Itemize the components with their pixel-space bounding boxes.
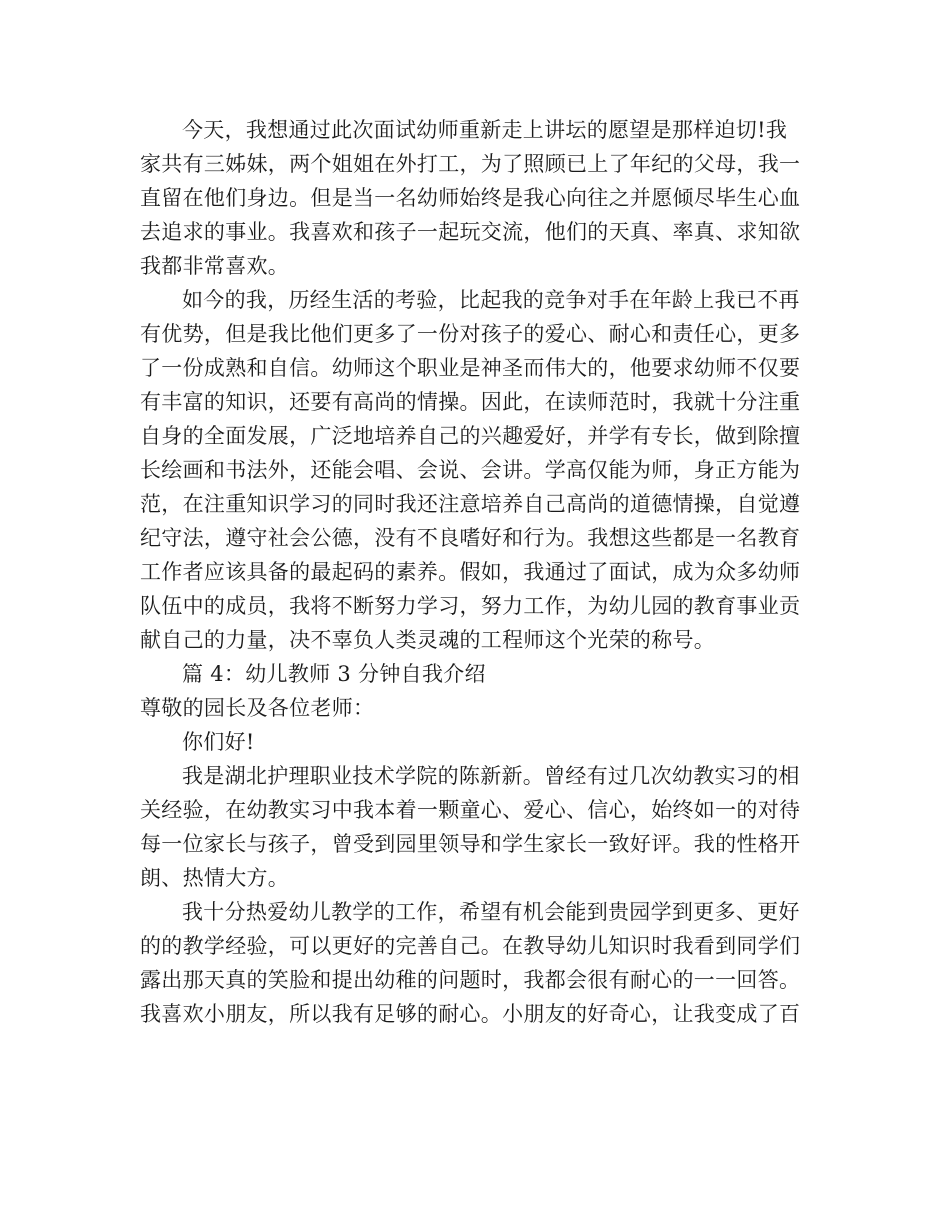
text-line: 家共有三姊妹，两个姐姐在外打工，为了照顾已上了年纪的父母，我一 [140, 152, 801, 176]
section-heading [140, 657, 815, 691]
text-line: 纪守法，遵守社会公德，没有不良嗜好和行为。我想这些都是一名教育 [140, 526, 801, 550]
text-line: 工作者应该具备的最起码的素养。假如，我通过了面试，成为众多幼师 [140, 560, 801, 584]
salutation [140, 691, 815, 725]
text-line: 长绘画和书法外，还能会唱、会说、会讲。学高仅能为师，身正方能为 [140, 458, 801, 482]
section-title: 篇 4：幼儿教师 3 分钟自我介绍 [182, 662, 486, 686]
salutation-line: 尊敬的园长及各位老师： [140, 696, 375, 720]
paragraph-1 [140, 113, 815, 283]
text-line: 我是湖北护理职业技术学院的陈新新。曾经有过几次幼教实习的相 [182, 764, 800, 788]
text-line: 直留在他们身边。但是当一名幼师始终是我心向往之并愿倾尽毕生心血 [140, 186, 801, 210]
text-line: 献自己的力量，决不辜负人类灵魂的工程师这个光荣的称号。 [140, 628, 716, 652]
text-line: 我喜欢小朋友，所以我有足够的耐心。小朋友的好奇心，让我变成了百 [140, 1002, 801, 1026]
document-page [140, 113, 815, 1031]
text-line: 露出那天真的笑脸和提出幼稚的问题时，我都会很有耐心的一一回答。 [140, 968, 801, 992]
text-line: 朗、热情大方。 [140, 866, 290, 890]
text-line: 自身的全面发展，广泛地培养自己的兴趣爱好，并学有专长，做到除擅 [140, 424, 801, 448]
text-line: 有优势，但是我比他们更多了一份对孩子的爱心、耐心和责任心，更多 [140, 322, 801, 346]
paragraph-4 [140, 895, 815, 1031]
text-line: 如今的我，历经生活的考验，比起我的竞争对手在年龄上我已不再 [182, 288, 800, 312]
text-line: 我十分热爱幼儿教学的工作，希望有机会能到贵园学到更多、更好 [182, 900, 800, 924]
text-line: 关经验，在幼教实习中我本着一颗童心、爱心、信心，始终如一的对待 [140, 798, 801, 822]
text-line: 去追求的事业。我喜欢和孩子一起玩交流，他们的天真、率真、求知欲 [140, 220, 801, 244]
text-line: 有丰富的知识，还要有高尚的情操。因此，在读师范时，我就十分注重 [140, 390, 801, 414]
text-line: 队伍中的成员，我将不断努力学习，努力工作，为幼儿园的教育事业贡 [140, 594, 801, 618]
paragraph-3 [140, 759, 815, 895]
paragraph-2 [140, 283, 815, 657]
text-line: 的的教学经验，可以更好的完善自己。在教导幼儿知识时我看到同学们 [140, 934, 801, 958]
greeting-line: 你们好! [182, 730, 255, 754]
text-line: 我都非常喜欢。 [140, 254, 290, 278]
text-line: 范，在注重知识学习的同时我还注意培养自己高尚的道德情操，自觉遵 [140, 492, 801, 516]
text-line: 每一位家长与孩子，曾受到园里领导和学生家长一致好评。我的性格开 [140, 832, 801, 856]
text-line: 了一份成熟和自信。幼师这个职业是神圣而伟大的，他要求幼师不仅要 [140, 356, 801, 380]
greeting [140, 725, 815, 759]
text-line: 今天，我想通过此次面试幼师重新走上讲坛的愿望是那样迫切!我 [182, 118, 788, 142]
